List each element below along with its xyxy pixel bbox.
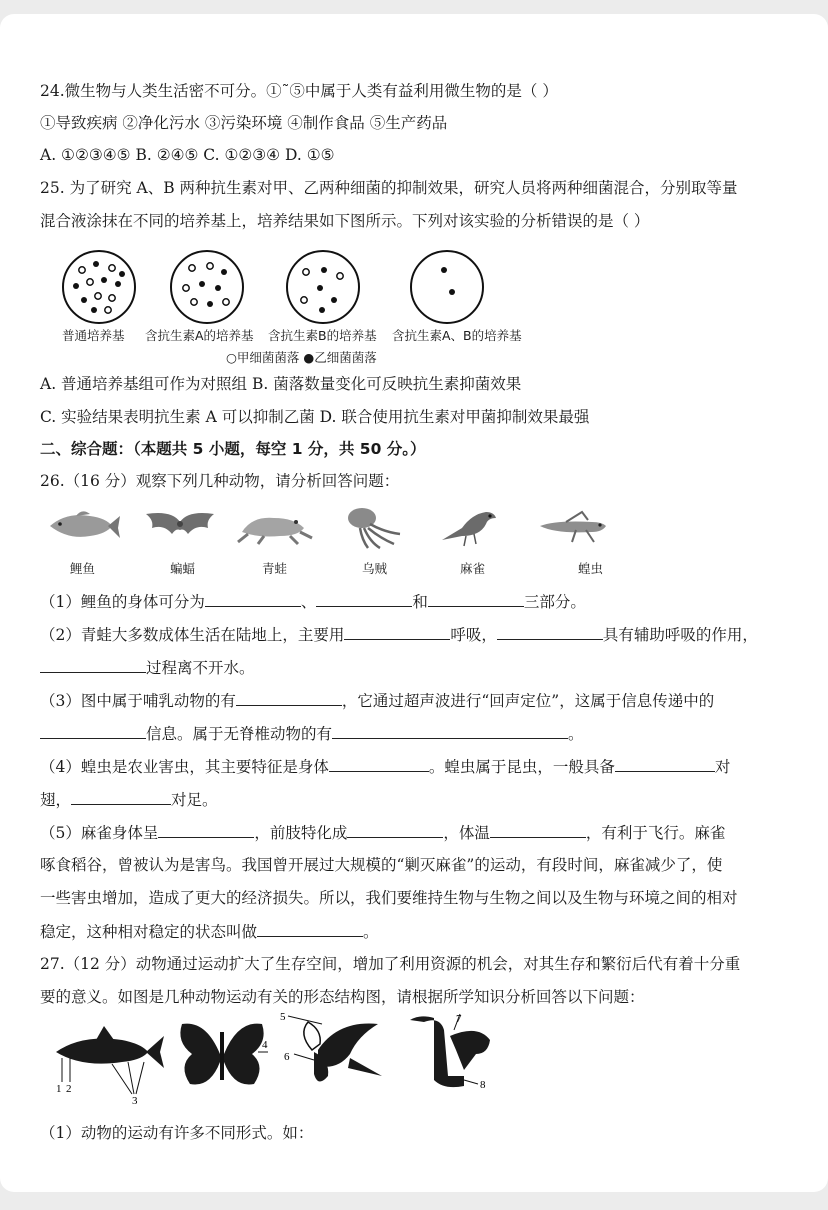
answer-blank[interactable] <box>257 920 363 937</box>
q26-p4-text-d: 翅， <box>40 791 72 809</box>
q27-stem-line2: 要的意义。如图是几种动物运动有关的形态结构图，请根据所学知识分析回答以下问题： <box>40 988 645 1006</box>
q26-p5-text-b: ，前肢特化成 <box>254 824 348 842</box>
q26-part4-line2 <box>40 788 218 811</box>
petri-dish-antibiotic-b <box>284 248 362 326</box>
q26-p4-text-a: （4）蝗虫是农业害虫，其主要特征是身体 <box>40 758 329 776</box>
q27-part1: （1）动物的运动有许多不同形式。如： <box>40 1124 314 1142</box>
q26-p5-text-d: ，有利于飞行。麻雀 <box>585 824 726 842</box>
fig-number-3: 3 <box>132 1095 138 1104</box>
answer-blank[interactable] <box>236 689 342 706</box>
petri-dish-antibiotic-ab <box>408 248 486 326</box>
squid-image <box>340 502 406 550</box>
answer-blank[interactable] <box>329 755 429 772</box>
fig-number-8: 8 <box>480 1079 486 1091</box>
fig-number-7: 7 <box>456 1013 462 1025</box>
label-frog: 青蛙 <box>262 561 288 576</box>
q26-part5-line1 <box>40 821 725 844</box>
q24-options: A. ①②③④⑤ B. ②④⑤ C. ①②③④ D. ①⑤ <box>40 146 335 164</box>
fig-number-2: 2 <box>66 1083 72 1095</box>
label-squid: 乌贼 <box>362 561 388 576</box>
q26-stem: 26.（16 分）观察下列几种动物，请分析回答问题： <box>40 472 400 490</box>
sparrow-image <box>436 502 500 550</box>
label-locust: 蝗虫 <box>578 561 604 576</box>
q26-part3-line2 <box>40 722 584 745</box>
q26-p1-text-a: （1）鲤鱼的身体可分为 <box>40 593 205 611</box>
q26-p4-text-c: 对 <box>714 758 731 776</box>
answer-blank[interactable] <box>615 755 715 772</box>
petri-dish-normal <box>60 248 138 326</box>
answer-blank[interactable] <box>428 590 524 607</box>
colony-legend: ○甲细菌菌落 ●乙细菌菌落 <box>226 350 377 365</box>
dish-label-ab: 含抗生素A、B的培养基 <box>392 328 522 343</box>
section-2-heading: 二、综合题：（本题共 5 小题，每空 1 分，共 50 分。） <box>40 440 426 458</box>
q26-p4-text-e: 对足。 <box>171 791 218 809</box>
q26-p2-text-a: （2）青蛙大多数成体生活在陆地上，主要用 <box>40 626 345 644</box>
answer-blank[interactable] <box>497 623 603 640</box>
q26-p3-text-a: （3）图中属于哺乳动物的有 <box>40 692 236 710</box>
answer-blank[interactable] <box>158 821 254 838</box>
label-carp: 鲤鱼 <box>70 561 96 576</box>
q25-options-cd: C. 实验结果表明抗生素 A 可以抑制乙菌 D. 联合使用抗生素对甲菌抑制效果最强 <box>40 408 590 426</box>
q26-p1-text-b: 、 <box>300 593 317 611</box>
q26-part1 <box>40 590 586 613</box>
answer-blank[interactable] <box>344 623 450 640</box>
q26-p3-text-d: 。 <box>568 725 584 743</box>
q26-p3-text-c: 信息。属于无脊椎动物的有 <box>146 725 333 743</box>
q26-part5-line3: 一些害虫增加，造成了更大的经济损失。所以，我们要维持生物与生物之间以及生物与环境之间的相对 <box>40 889 738 907</box>
q26-part4-line1 <box>40 755 730 778</box>
q27-stem-line1: 27.（12 分）动物通过运动扩大了生存空间，增加了利用资源的机会，对其生存和繁衍后代有着十分重 <box>40 955 741 973</box>
answer-blank[interactable] <box>316 590 412 607</box>
q25-stem-line1: 25. 为了研究 A、B 两种抗生素对甲、乙两种细菌的抑制效果，研究人员将两种细菌混合，分别取等量 <box>40 179 738 197</box>
q26-p2-text-d: 过程离不开水。 <box>146 659 255 677</box>
bat-image <box>142 506 218 546</box>
carp-image <box>46 504 122 548</box>
arm-muscle-figure <box>404 1010 496 1096</box>
answer-blank[interactable] <box>347 821 443 838</box>
locust-image <box>536 510 612 544</box>
q26-part3-line1 <box>40 689 714 712</box>
answer-blank[interactable] <box>205 590 301 607</box>
fig-number-4: 4 <box>262 1039 268 1051</box>
fig-number-5: 5 <box>280 1011 286 1023</box>
answer-blank[interactable] <box>490 821 586 838</box>
worksheet-page <box>0 14 828 1192</box>
q26-p1-text-c: 和 <box>412 593 428 611</box>
fig-number-6: 6 <box>284 1051 290 1063</box>
label-sparrow: 麻雀 <box>460 561 486 576</box>
answer-blank[interactable] <box>71 788 171 805</box>
q26-p4-text-b: 。蝗虫属于昆虫，一般具备 <box>428 758 615 776</box>
q25-options-ab: A. 普通培养基组可作为对照组 B. 菌落数量变化可反映抗生素抑菌效果 <box>40 375 522 393</box>
q26-part5-line4 <box>40 920 379 943</box>
petri-dish-antibiotic-a <box>168 248 246 326</box>
butterfly-structure-figure <box>176 1018 272 1094</box>
q25-stem-line2: 混合液涂抹在不同的培养基上，培养结果如下图所示。下列对该实验的分析错误的是（ ） <box>40 212 650 230</box>
q26-p2-text-c: 具有辅助呼吸的作用， <box>602 626 758 644</box>
answer-blank[interactable] <box>40 656 146 673</box>
q26-p5-text-c: ，体温 <box>443 824 490 842</box>
bird-structure-figure <box>278 1010 386 1096</box>
dish-label-b: 含抗生素B的培养基 <box>268 328 377 343</box>
q26-p3-text-b: ，它通过超声波进行“回声定位”，这属于信息传递中的 <box>341 692 715 710</box>
dish-label-a: 含抗生素A的培养基 <box>145 328 254 343</box>
dish-label-normal: 普通培养基 <box>62 328 125 343</box>
q26-p5-text-a: （5）麻雀身体呈 <box>40 824 159 842</box>
answer-blank[interactable] <box>40 722 146 739</box>
q24-items: ①导致疾病 ②净化污水 ③污染环境 ④制作食品 ⑤生产药品 <box>40 114 448 132</box>
q26-part2-line2 <box>40 656 255 679</box>
q26-p5-text-h: 。 <box>363 923 379 941</box>
q26-p2-text-b: 呼吸， <box>450 626 497 644</box>
q26-p5-text-g: 稳定，这种相对稳定的状态叫做 <box>40 923 258 941</box>
q26-p1-text-d: 三部分。 <box>523 593 586 611</box>
q26-part5-line2: 啄食稻谷，曾被认为是害鸟。我国曾开展过大规模的“剿灭麻雀”的运动，有段时间，麻雀减少了，使 <box>40 856 723 874</box>
fish-structure-figure <box>52 1018 166 1104</box>
answer-blank[interactable] <box>332 722 568 739</box>
label-bat: 蝙蝠 <box>170 561 196 576</box>
frog-image <box>234 506 314 546</box>
q24-stem: 24.微生物与人类生活密不可分。①˜⑤中属于人类有益利用微生物的是（ ） <box>40 82 558 100</box>
q26-part2-line1 <box>40 623 758 646</box>
fig-number-1: 1 <box>56 1083 62 1095</box>
